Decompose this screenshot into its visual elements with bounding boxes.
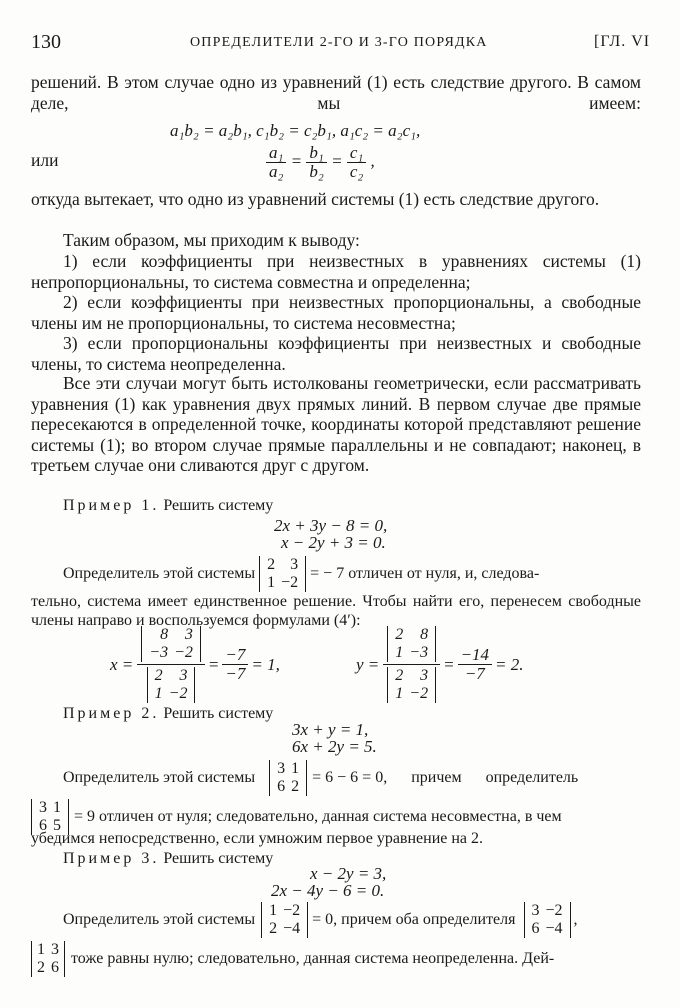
- frac-den-c2: c₂: [349, 162, 364, 181]
- det-cell: 6: [277, 778, 286, 795]
- det-cell: 1: [395, 644, 404, 661]
- det-cell: 3: [290, 556, 299, 573]
- example-3-task: Решить систему: [163, 850, 274, 867]
- det-cell: 2: [291, 778, 300, 795]
- frac-den-a2: a₂: [269, 162, 284, 181]
- frac-den-b2: b₂: [309, 162, 324, 181]
- example-2-heading: [63, 705, 273, 723]
- det-cell: 3: [420, 667, 429, 684]
- det-cell: 2: [37, 959, 45, 976]
- example-1-text-c: тельно, система имеет единственное решение. Чтобы найти его, перенесем свободные члены направо и воспользуемся формулами (4′):: [31, 593, 641, 629]
- example-2-determinant-line: [63, 760, 643, 796]
- example-2-task: Решить систему: [163, 705, 274, 722]
- equals-sign: =: [207, 654, 220, 674]
- equals-sign: =: [290, 151, 303, 171]
- x-determinant-fraction: [137, 626, 205, 703]
- det-cell: −3: [149, 644, 169, 661]
- example-3-text-a: Определитель этой системы: [63, 911, 256, 928]
- example-2-equation-b: 6x + 2y = 5.: [292, 737, 377, 756]
- y-numeric-fraction: [458, 646, 492, 683]
- example-1-label: Пример 1.: [63, 497, 160, 514]
- det-cell: 6: [531, 920, 540, 937]
- det-cell: 3: [531, 902, 540, 919]
- example-3-determinant-3: [31, 941, 65, 977]
- example-2-equation-a: 3x + y = 1,: [292, 720, 369, 739]
- example-3-text-b: = 0, причем оба определителя: [312, 911, 516, 928]
- example-2-text-d: убедимся непосредственно, если умножим первое уравнение на 2.: [31, 830, 484, 847]
- example-1-x-formula: [110, 626, 280, 703]
- word-ili: или: [31, 150, 59, 170]
- y-mid-num: −14: [458, 646, 492, 665]
- det-cell: 5: [53, 817, 61, 834]
- comma: ,: [573, 911, 578, 928]
- y-mid-den: −7: [464, 664, 485, 683]
- det-cell: 3: [51, 941, 59, 958]
- example-1-text-a: Определитель этой системы: [63, 565, 256, 582]
- example-1-task: Решить систему: [163, 497, 274, 514]
- example-2-text-a: Определитель этой системы: [63, 769, 256, 786]
- conclusion-item-1: 1) если коэффициенты при неизвестных в уравнениях системы (1) непропорциональны, то система совместна и определенна;: [31, 251, 641, 292]
- y-result: = 2.: [495, 654, 524, 674]
- det-cell: 1: [154, 685, 163, 702]
- example-3-label: Пример 3.: [63, 850, 160, 867]
- det-cell: 2: [395, 667, 404, 684]
- paragraph-geometric: Все эти случаи могут быть истолкованы геометрически, если рассматривать уравнения (1) как уравнения двух прямых линий. В первом случае две прямые пересекаются в определенной точке, координаты которой представляют решение системы (1); во втором случае прямые параллельны и не совпадают; наконец, в третьем случае они сливаются друг с другом.: [31, 373, 641, 476]
- example-3-text-c: тоже равны нулю; следовательно, данная система неопределенна. Дей-: [71, 950, 555, 967]
- x-label: x =: [110, 654, 134, 674]
- det-cell: −2: [409, 685, 429, 702]
- det-cell: 1: [267, 574, 276, 591]
- det-cell: −4: [545, 920, 563, 937]
- example-2-label: Пример 2.: [63, 705, 160, 722]
- example-3-determinant-line: [63, 902, 643, 938]
- example-2-text-c: = 9 отличен от нуля; следовательно, данная система несовместна, в чем: [74, 808, 562, 825]
- example-3-equation-a: x − 2y = 3,: [310, 864, 387, 883]
- y-label: y =: [356, 654, 380, 674]
- det-cell: 1: [53, 799, 61, 816]
- equation-products: a₁b₂ = a₂b₁, c₁b₂ = c₂b₁, a₁c₂ = a₂c₁,: [170, 121, 421, 140]
- x-numeric-fraction: [222, 646, 248, 683]
- y-determinant-fraction: [383, 626, 440, 703]
- x-mid-den: −7: [225, 664, 246, 683]
- det-cell: 6: [39, 817, 47, 834]
- example-1-equation-b: x − 2y + 3 = 0.: [281, 533, 386, 552]
- equation-ratios: [266, 144, 375, 181]
- det-cell: −4: [283, 920, 301, 937]
- det-cell: −2: [283, 902, 301, 919]
- det-cell: 1: [269, 902, 278, 919]
- paragraph-3: Таким образом, мы приходим к выводу:: [63, 230, 360, 250]
- det-cell: −2: [545, 902, 563, 919]
- example-1-equation-a: 2x + 3y − 8 = 0,: [274, 516, 388, 535]
- equals-sign: =: [443, 654, 455, 674]
- det-cell: 1: [37, 941, 45, 958]
- paragraph-2: откуда вытекает, что одно из уравнений системы (1) есть следствие другого.: [31, 189, 600, 209]
- example-1-text-b: = − 7 отличен от нуля, и, следова-: [310, 565, 540, 582]
- det-cell: 6: [51, 959, 59, 976]
- det-cell: 8: [420, 626, 429, 643]
- x-mid-num: −7: [222, 646, 248, 665]
- equals-sign: =: [331, 151, 343, 171]
- comma: ,: [370, 151, 375, 171]
- paragraph-1: решений. В этом случае одно из уравнений (1) есть следствие другого. В самом деле, мы имеем:: [31, 72, 641, 113]
- det-cell: −3: [409, 644, 429, 661]
- det-cell: 2: [154, 667, 163, 684]
- det-cell: 3: [184, 626, 193, 643]
- running-title: ОПРЕДЕЛИТЕЛИ 2-ГО И 3-ГО ПОРЯДКА: [190, 35, 488, 50]
- frac-num-b1: b₁: [306, 144, 326, 163]
- det-cell: 8: [160, 626, 169, 643]
- example-3-equation-b: 2x − 4y − 6 = 0.: [271, 881, 385, 900]
- chapter-marker: [ГЛ. VI: [594, 33, 651, 50]
- det-cell: 3: [39, 799, 47, 816]
- det-cell: 3: [277, 760, 286, 777]
- example-1-heading: [63, 497, 273, 515]
- det-cell: −2: [174, 644, 193, 661]
- conclusion-item-3: 3) если пропорциональны коэффициенты при неизвестных и свободные члены, то система неопределенна.: [31, 333, 641, 374]
- det-cell: 1: [291, 760, 300, 777]
- example-3-determinant: [261, 902, 308, 938]
- conclusion-item-2: 2) если коэффициенты при неизвестных пропорциональны, а свободные члены им не пропорциональны, то система несовместна;: [31, 292, 641, 333]
- frac-num-a1: a₁: [266, 144, 286, 163]
- example-1-determinant-line: [63, 556, 539, 592]
- example-3-determinant-2: [524, 902, 571, 938]
- det-cell: 1: [395, 685, 404, 702]
- det-cell: −2: [168, 685, 188, 702]
- example-1-determinant: [259, 556, 306, 592]
- det-cell: −2: [281, 574, 299, 591]
- det-cell: 2: [269, 920, 278, 937]
- example-1-y-formula: [356, 626, 524, 703]
- det-cell: 2: [267, 556, 276, 573]
- frac-num-c1: c₁: [347, 144, 366, 163]
- example-3-second-line: [31, 941, 554, 977]
- det-cell: 3: [179, 667, 188, 684]
- page-number: 130: [31, 31, 61, 53]
- example-2-text-b: = 6 − 6 = 0, причем определитель: [312, 769, 579, 786]
- example-2-determinant: [269, 760, 307, 796]
- x-result: = 1,: [251, 654, 280, 674]
- example-3-heading: [63, 850, 273, 868]
- det-cell: 2: [395, 626, 404, 643]
